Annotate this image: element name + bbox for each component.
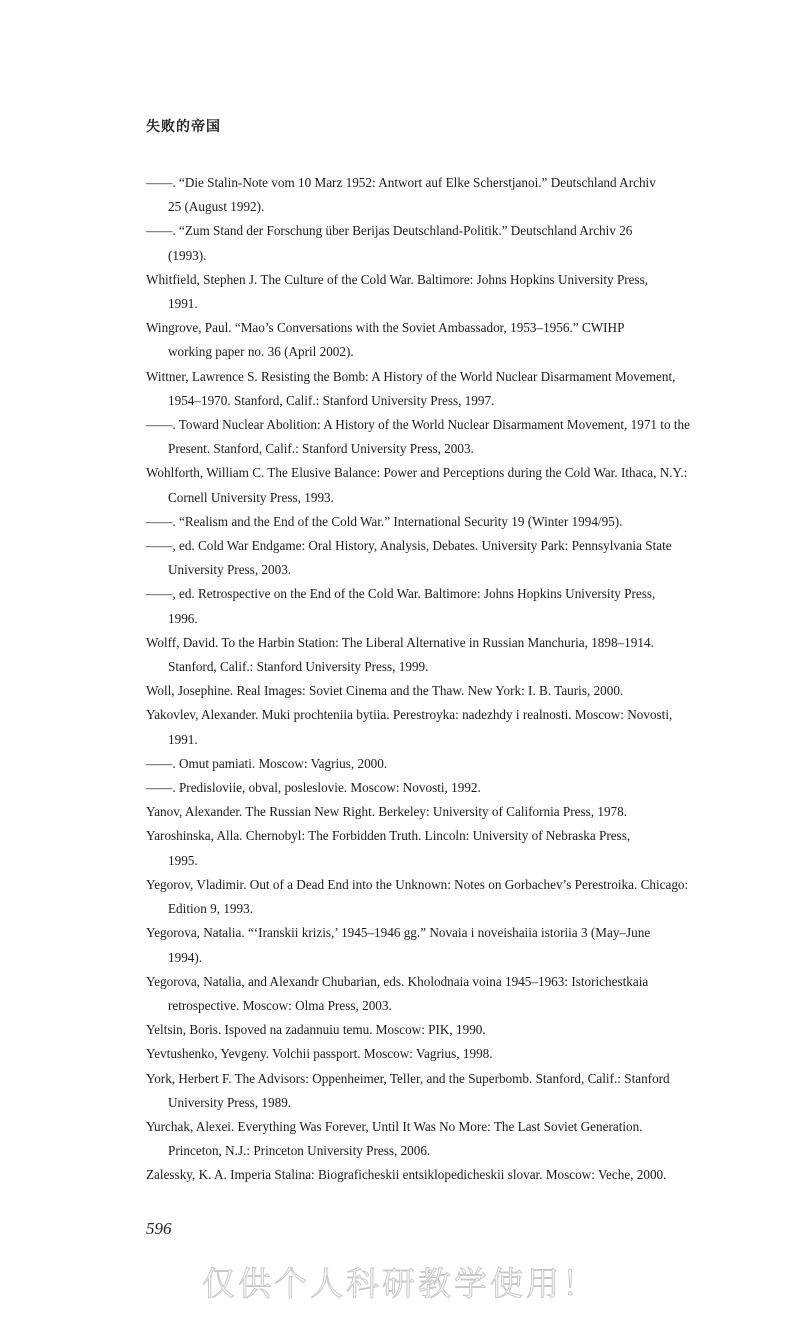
bibliography-entry: Yegorova, Natalia. “‘Iranskii krizis,’ 1945–1946 gg.” Novaia i noveishaiia istoriia 3 (May–June 1994). [146, 925, 651, 965]
running-head: 失败的帝国 [146, 119, 221, 135]
bibliography-list [146, 171, 706, 1188]
bibliography-entry: Whitfield, Stephen J. The Culture of the Cold War. Baltimore: Johns Hopkins University Press, 1991. [146, 271, 649, 312]
bibliography-entry: Wohlforth, William C. The Elusive Balance: Power and Perceptions during the Cold War. Ithaca, N.Y.: Cornell University Press, 1993. [146, 465, 688, 505]
bibliography-entry: Yevtushenko, Yevgeny. Volchii passport. Moscow: Vagrius, 1998. [146, 1046, 493, 1062]
bibliography-entry: Yegorov, Vladimir. Out of a Dead End into the Unknown: Notes on Gorbachev’s Perestroika. Chicago: Edition 9, 1993. [146, 876, 689, 917]
bibliography-entry: ——. “Realism and the End of the Cold War.” International Security 19 (Winter 1994/95). [146, 513, 623, 529]
bibliography-entry: Wingrove, Paul. “Mao’s Conversations with the Soviet Ambassador, 1953–1956.” CWIHP working paper no. 36 (April 2002). [146, 320, 625, 360]
bibliography-entry: ——. “Zum Stand der Forschung über Berijas Deutschland-Politik.” Deutschland Archiv 26 (1993). [146, 223, 633, 263]
bibliography-entry: ——. Predisloviie, obval, posleslovie. Moscow: Novosti, 1992. [146, 780, 481, 796]
bibliography-entry: Wittner, Lawrence S. Resisting the Bomb: A History of the World Nuclear Disarmament Movement, 1954–1970. Stanford, Calif.: Stanford University Press, 1997. [146, 368, 676, 408]
bibliography-entry: Yegorova, Natalia, and Alexandr Chubarian, eds. Kholodnaia voina 1945–1963: Istorichestkaia retrospective. Moscow: Olma Press, 2003. [146, 973, 649, 1013]
bibliography-entry: Yakovlev, Alexander. Muki prochteniia bytiia. Perestroyka: nadezhdy i realnosti. Moscow: Novosti, 1991. [146, 707, 673, 747]
bibliography-entry: ——. “Die Stalin-Note vom 10 Marz 1952: Antwort auf Elke Scherstjanoi.” Deutschland Archiv 25 (August 1992). [146, 175, 656, 215]
bibliography-entry: ——. Toward Nuclear Abolition: A History of the World Nuclear Disarmament Movement, 1971 to the Present. Stanford, Calif.: Stanford University Press, 2003. [146, 417, 690, 457]
bibliography-entry: Woll, Josephine. Real Images: Soviet Cinema and the Thaw. New York: I. B. Tauris, 2000. [146, 683, 624, 699]
bibliography-entry: Yaroshinska, Alla. Chernobyl: The Forbidden Truth. Lincoln: University of Nebraska Press, 1995. [146, 828, 631, 868]
bibliography-entry: ——, ed. Cold War Endgame: Oral History, Analysis, Debates. University Park: Pennsylvania State University Press, 2003. [146, 538, 672, 578]
watermark: 仅供个人科研教学使用！ [202, 1264, 598, 1303]
bibliography-entry: Yanov, Alexander. The Russian New Right. Berkeley: University of California Press, 1978. [146, 804, 628, 820]
bibliography-entry: Yeltsin, Boris. Ispoved na zadannuiu temu. Moscow: PIK, 1990. [146, 1022, 486, 1038]
bibliography-entry: ——, ed. Retrospective on the End of the Cold War. Baltimore: Johns Hopkins University Press, 1996. [146, 586, 656, 626]
page-number: 596 [146, 1219, 172, 1238]
bibliography-entry: Wolff, David. To the Harbin Station: The Liberal Alternative in Russian Manchuria, 1898–1914. Stanford, Calif.: Stanford University Press, 1999. [146, 634, 654, 675]
bibliography-entry: York, Herbert F. The Advisors: Oppenheimer, Teller, and the Superbomb. Stanford, Calif.: Stanford University Press, 1989. [146, 1070, 670, 1110]
bibliography-entry: Zalessky, K. A. Imperia Stalina: Biograficheskii entsiklopedicheskii slovar. Moscow: Veche, 2000. [146, 1167, 667, 1183]
bibliography-entry: Yurchak, Alexei. Everything Was Forever, Until It Was No More: The Last Soviet Generation. Princeton, N.J.: Princeton University Press, 2006. [146, 1118, 643, 1159]
bibliography-entry: ——. Omut pamiati. Moscow: Vagrius, 2000. [146, 755, 388, 771]
